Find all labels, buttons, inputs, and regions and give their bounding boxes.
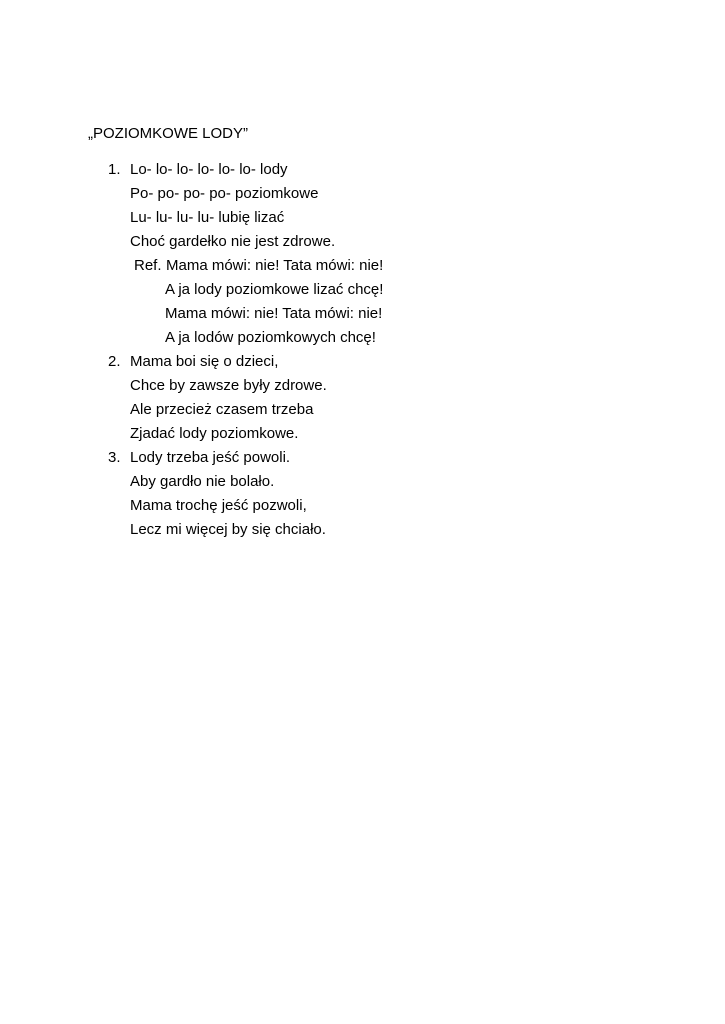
verse-3-number: 3.: [108, 449, 121, 466]
refrain-label: Ref.: [134, 257, 162, 274]
verse-1-line-1: Lo- lo- lo- lo- lo- lo- lody: [130, 161, 288, 178]
refrain-line-2: A ja lody poziomkowe lizać chcę!: [165, 281, 384, 298]
verse-1-line-2: Po- po- po- po- poziomkowe: [130, 185, 319, 202]
verse-3-line-4: Lecz mi więcej by się chciało.: [130, 521, 326, 538]
verse-3-line-3: Mama trochę jeść pozwoli,: [130, 497, 307, 514]
refrain-line-4: A ja lodów poziomkowych chcę!: [165, 329, 376, 346]
verse-2-number: 2.: [108, 353, 121, 370]
refrain-line-1: Mama mówi: nie! Tata mówi: nie!: [166, 257, 384, 274]
verse-3-line-1: Lody trzeba jeść powoli.: [130, 449, 291, 466]
verse-1-line-3: Lu- lu- lu- lu- lubię lizać: [130, 209, 285, 226]
verse-2-line-1: Mama boi się o dzieci,: [130, 353, 279, 370]
verse-1-line-4: Choć gardełko nie jest zdrowe.: [130, 233, 336, 250]
refrain-line-3: Mama mówi: nie! Tata mówi: nie!: [165, 305, 383, 322]
verse-2-line-2: Chce by zawsze były zdrowe.: [130, 377, 327, 394]
verse-2-line-4: Zjadać lody poziomkowe.: [130, 425, 299, 442]
verse-1-number: 1.: [108, 161, 121, 178]
verse-3-line-2: Aby gardło nie bolało.: [130, 473, 275, 490]
song-title: „POZIOMKOWE LODY”: [88, 125, 249, 142]
verse-2-line-3: Ale przecież czasem trzeba: [130, 401, 314, 418]
